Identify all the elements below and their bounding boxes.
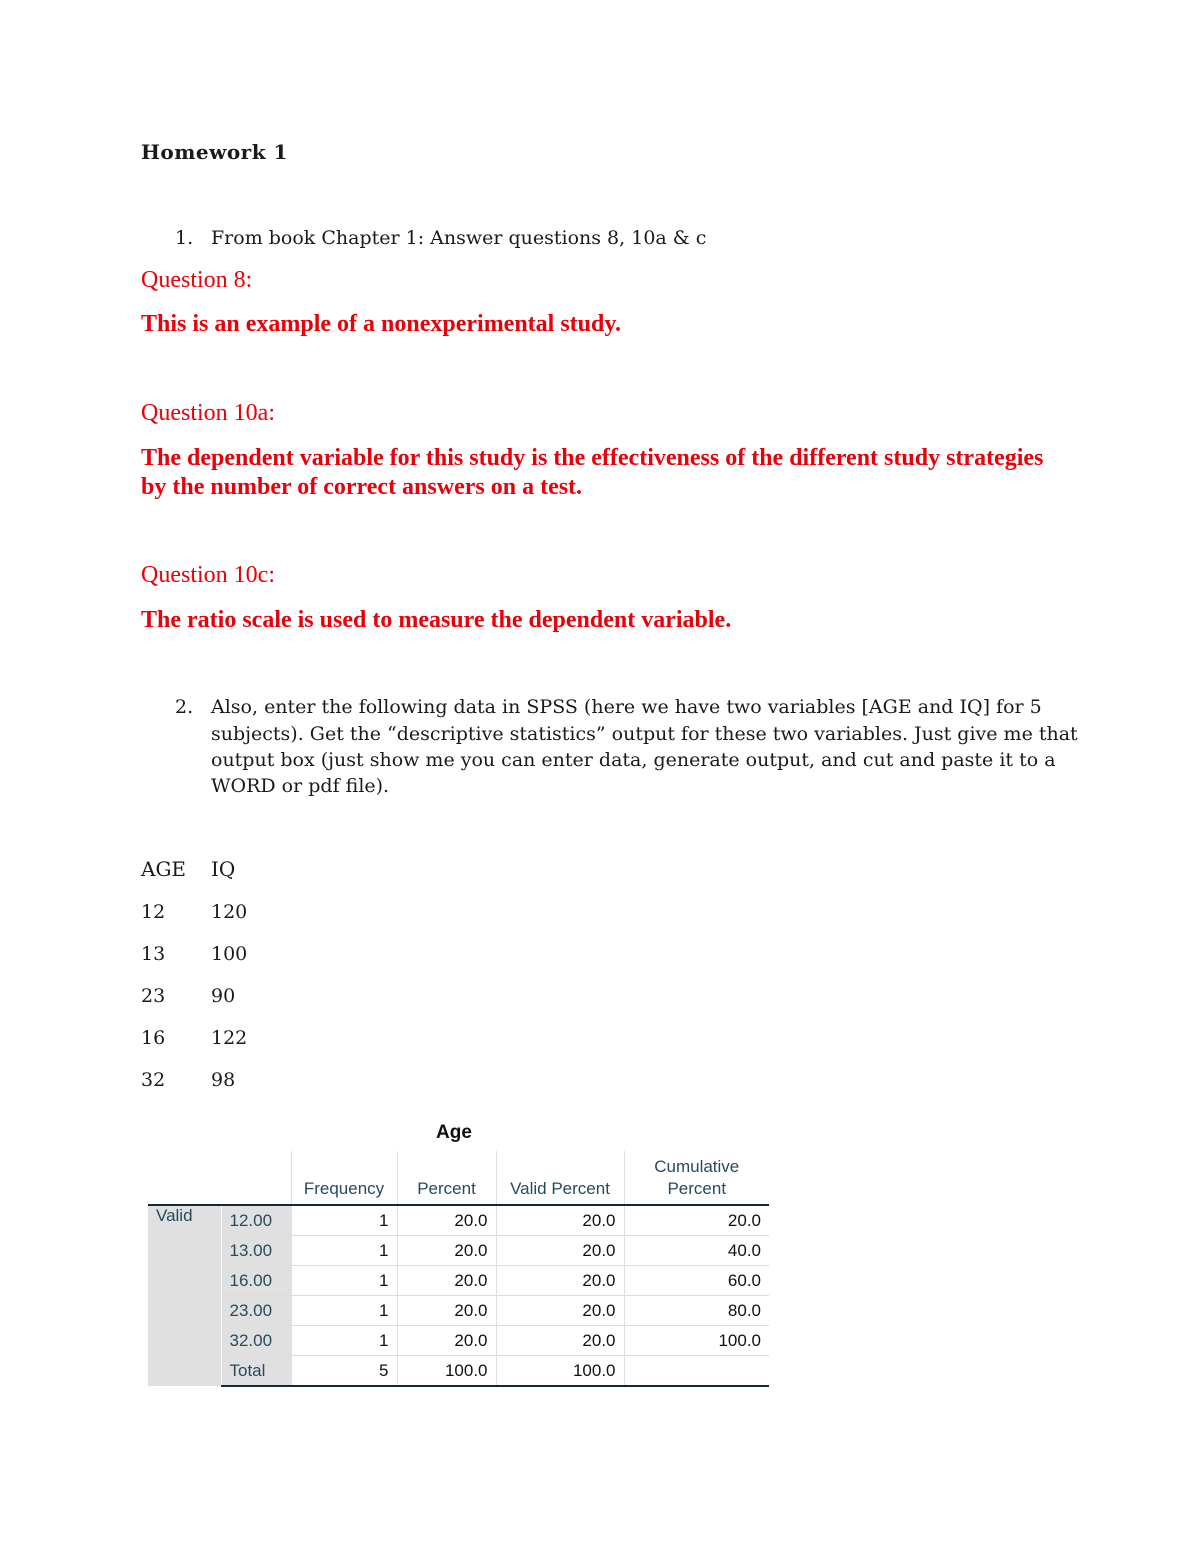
cell-cumulative-percent: 40.0: [624, 1236, 769, 1266]
cell-valid-percent: 20.0: [496, 1205, 624, 1236]
data-age-value: 23: [141, 985, 166, 1007]
header-frequency: Frequency: [291, 1151, 397, 1205]
data-header-age: AGE: [141, 857, 187, 881]
header-blank: [221, 1151, 291, 1205]
item-1-text: From book Chapter 1: Answer questions 8, 10a & c: [211, 227, 707, 249]
data-age-value: 13: [141, 943, 166, 965]
cell-percent: 20.0: [397, 1296, 496, 1326]
table-row: [148, 1326, 769, 1356]
cell-cumulative-percent: [624, 1356, 769, 1387]
data-iq-value: 100: [211, 943, 248, 965]
header-percent: Percent: [397, 1151, 496, 1205]
document-title: Homework 1: [141, 140, 288, 164]
data-age-value: 12: [141, 901, 166, 923]
header-cumulative-line-2: Percent: [667, 1179, 727, 1198]
question-8-answer: This is an example of a nonexperimental study.: [141, 311, 622, 337]
question-10c-heading: Question 10c:: [141, 562, 275, 588]
cell-frequency: 1: [291, 1296, 397, 1326]
item-2-line-3: output box (just show me you can enter data, generate output, and cut and paste it to a: [211, 749, 1056, 771]
table-row: [148, 1205, 769, 1236]
cell-percent: 20.0: [397, 1266, 496, 1296]
cell-frequency: 1: [291, 1236, 397, 1266]
header-cumulative-line-1: Cumulative: [654, 1157, 740, 1176]
table-header-row: [148, 1151, 769, 1205]
cell-valid-percent: 100.0: [496, 1356, 624, 1387]
cell-percent: 20.0: [397, 1236, 496, 1266]
cell-frequency: 1: [291, 1266, 397, 1296]
cell-percent: 20.0: [397, 1205, 496, 1236]
item-2-line-1: Also, enter the following data in SPSS (here we have two variables [AGE and IQ] for 5: [211, 696, 1042, 718]
question-8-heading: Question 8:: [141, 267, 253, 293]
item-1-number: 1.: [175, 227, 194, 249]
data-iq-value: 120: [211, 901, 248, 923]
data-iq-value: 98: [211, 1069, 236, 1091]
cell-frequency: 1: [291, 1326, 397, 1356]
row-category-total: Total: [221, 1356, 291, 1387]
frequency-table: [148, 1151, 769, 1387]
item-2-line-4: WORD or pdf file).: [211, 775, 390, 797]
data-header-iq: IQ: [211, 857, 236, 881]
data-age-value: 16: [141, 1027, 166, 1049]
row-category: 12.00: [221, 1205, 291, 1236]
row-category: 16.00: [221, 1266, 291, 1296]
table-row: [148, 1266, 769, 1296]
cell-percent: 100.0: [397, 1356, 496, 1387]
header-cumulative-percent: [624, 1151, 769, 1205]
cell-valid-percent: 20.0: [496, 1266, 624, 1296]
cell-valid-percent: 20.0: [496, 1296, 624, 1326]
cell-cumulative-percent: 60.0: [624, 1266, 769, 1296]
question-10c-answer: The ratio scale is used to measure the dependent variable.: [141, 607, 732, 633]
cell-valid-percent: 20.0: [496, 1236, 624, 1266]
question-10a-heading: Question 10a:: [141, 400, 275, 426]
question-10a-answer-line-1: The dependent variable for this study is the effectiveness of the different study strategies: [141, 445, 1044, 471]
table-row: [148, 1236, 769, 1266]
cell-cumulative-percent: 80.0: [624, 1296, 769, 1326]
data-iq-value: 90: [211, 985, 236, 1007]
table-row-total: [148, 1356, 769, 1387]
row-category: 32.00: [221, 1326, 291, 1356]
data-age-value: 32: [141, 1069, 166, 1091]
header-valid-percent: Valid Percent: [496, 1151, 624, 1205]
row-group-label: Valid: [148, 1205, 221, 1386]
item-2-line-2: subjects). Get the “descriptive statistics” output for these two variables. Just give me that: [211, 723, 1078, 745]
cell-cumulative-percent: 20.0: [624, 1205, 769, 1236]
question-10a-answer-line-2: by the number of correct answers on a test.: [141, 474, 583, 500]
cell-frequency: 1: [291, 1205, 397, 1236]
cell-percent: 20.0: [397, 1326, 496, 1356]
cell-cumulative-percent: 100.0: [624, 1326, 769, 1356]
cell-frequency: 5: [291, 1356, 397, 1387]
table-row: [148, 1296, 769, 1326]
cell-valid-percent: 20.0: [496, 1326, 624, 1356]
item-2-number: 2.: [175, 696, 194, 718]
header-blank: [148, 1151, 221, 1205]
spss-table-title: Age: [436, 1122, 472, 1143]
row-category: 23.00: [221, 1296, 291, 1326]
data-iq-value: 122: [211, 1027, 248, 1049]
row-category: 13.00: [221, 1236, 291, 1266]
